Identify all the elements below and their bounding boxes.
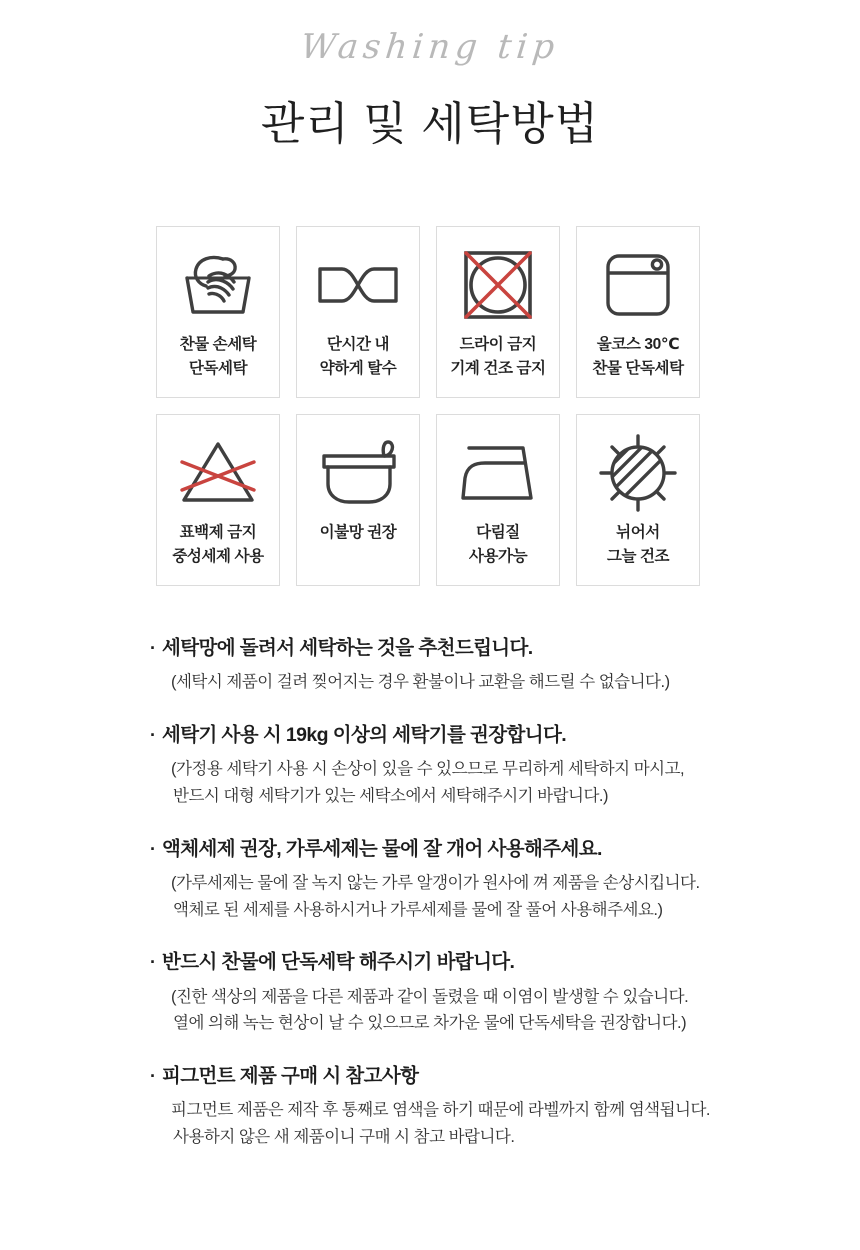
care-symbol-card	[156, 414, 280, 586]
care-note-heading-text: 세탁망에 돌려서 세탁하는 것을 추천드립니다.	[162, 637, 533, 659]
care-note-heading-text: 반드시 찬물에 단독세탁 해주시기 바랍니다.	[162, 951, 515, 974]
care-note-body	[150, 669, 820, 696]
caption-line-2: 기계 건조 금지	[450, 359, 546, 377]
caption-line-2: 약하게 탈수	[319, 359, 397, 377]
care-note-heading	[150, 1062, 820, 1091]
washing-machine-icon	[577, 243, 699, 327]
care-symbol-card	[156, 226, 280, 398]
caption-line-1: 찬물 손세탁	[179, 336, 257, 353]
care-symbol-caption	[607, 521, 669, 568]
bullet-marker: ·	[150, 952, 156, 973]
care-note-body	[150, 984, 820, 1037]
bullet-marker: ·	[150, 838, 156, 859]
care-note-heading-text: 피그먼트 제품 구매 시 참고사항	[162, 1065, 419, 1088]
care-symbol-caption	[469, 521, 527, 568]
caption-line-2: 사용가능	[468, 547, 528, 565]
caption-line-2: 찬물 단독세탁	[592, 359, 684, 377]
care-symbol-card	[576, 226, 700, 398]
caption-line-1: 이불망 권장	[319, 524, 397, 541]
care-symbol-caption	[592, 333, 683, 380]
caption-line-1: 표백제 금지	[179, 524, 257, 541]
care-symbol-card	[576, 414, 700, 586]
care-symbol-caption	[172, 521, 263, 568]
bullet-marker: ·	[150, 724, 156, 745]
gentle-wring-icon	[297, 243, 419, 327]
care-note-item	[150, 634, 820, 696]
care-note-body	[150, 870, 820, 923]
care-symbol-card	[436, 226, 560, 398]
care-note-item	[150, 1062, 820, 1151]
care-note-heading	[150, 835, 820, 864]
care-symbol-grid	[156, 226, 704, 586]
caption-line-1: 다림질	[476, 524, 520, 541]
script-subtitle: Washing tip	[298, 27, 562, 67]
care-note-body-line: (가루세제는 물에 잘 녹지 않는 가루 알갱이가 원사에 껴 제품을 손상시킵니다.	[171, 873, 700, 892]
no-bleach-icon	[157, 431, 279, 515]
care-note-body	[150, 756, 820, 809]
hand-wash-basin-icon	[157, 243, 279, 327]
bullet-marker: ·	[150, 638, 156, 658]
care-note-item	[150, 948, 820, 1037]
care-symbol-card	[296, 414, 420, 586]
care-note-body	[150, 1097, 820, 1150]
caption-line-1: 드라이 금지	[459, 336, 537, 353]
care-symbol-card	[436, 414, 560, 586]
care-note-body-line: (세탁시 제품이 걸려 찢어지는 경우 환불이나 교환을 해드릴 수 없습니다.)	[171, 673, 670, 692]
caption-line-1: 단시간 내	[326, 336, 390, 353]
care-note-body-line: (진한 색상의 제품을 다른 제품과 같이 돌렸을 때 이염이 발생할 수 있습니다.	[171, 987, 689, 1006]
page-title: 관리 및 세탁방법	[260, 98, 600, 149]
caption-line-2: 단독세탁	[188, 359, 248, 377]
laundry-net-bag-icon	[297, 431, 419, 515]
caption-line-2: 중성세제 사용	[172, 547, 264, 565]
care-note-heading	[150, 634, 820, 663]
flat-shade-dry-icon	[577, 431, 699, 515]
care-symbol-card	[296, 226, 420, 398]
care-symbol-caption	[320, 333, 397, 380]
care-note-body-line: (가정용 세탁기 사용 시 손상이 있을 수 있으므로 무리하게 세탁하지 마시고,	[171, 760, 685, 779]
page-header	[0, 0, 860, 151]
care-note-body-line: 피그먼트 제품은 제작 후 통째로 염색을 하기 때문에 라벨까지 함께 염색됩니다.	[171, 1101, 710, 1120]
no-tumble-dry-icon	[437, 243, 559, 327]
care-note-body-line: 반드시 대형 세탁기가 있는 세탁소에서 세탁해주시기 바랍니다.)	[173, 786, 608, 805]
bullet-marker: ·	[150, 1066, 156, 1087]
care-note-heading-text: 액체세제 권장, 가루세제는 물에 잘 개어 사용해주세요.	[162, 837, 602, 860]
care-note-heading-text: 세탁기 사용 시 19kg 이상의 세탁기를 권장합니다.	[162, 723, 567, 746]
care-note-body-line: 액체로 된 세제를 사용하시거나 가루세제를 물에 잘 풀어 사용해주세요.)	[173, 900, 663, 919]
care-symbol-caption	[180, 333, 257, 380]
care-notes-list	[0, 634, 860, 1151]
caption-line-1: 뉘어서	[616, 524, 660, 541]
care-symbol-caption	[320, 521, 397, 545]
iron-allowed-icon	[437, 431, 559, 515]
care-note-heading	[150, 948, 820, 977]
care-note-body-line: 열에 의해 녹는 현상이 날 수 있으므로 차가운 물에 단독세탁을 권장합니다.)	[173, 1014, 687, 1033]
caption-line-1: 울코스 30℃	[596, 336, 680, 353]
caption-line-2: 그늘 건조	[606, 547, 670, 565]
care-note-body-line: 사용하지 않은 새 제품이니 구매 시 참고 바랍니다.	[173, 1128, 515, 1146]
care-note-item	[150, 721, 820, 810]
care-note-item	[150, 835, 820, 924]
care-note-heading	[150, 721, 820, 750]
care-symbol-caption	[450, 333, 545, 380]
